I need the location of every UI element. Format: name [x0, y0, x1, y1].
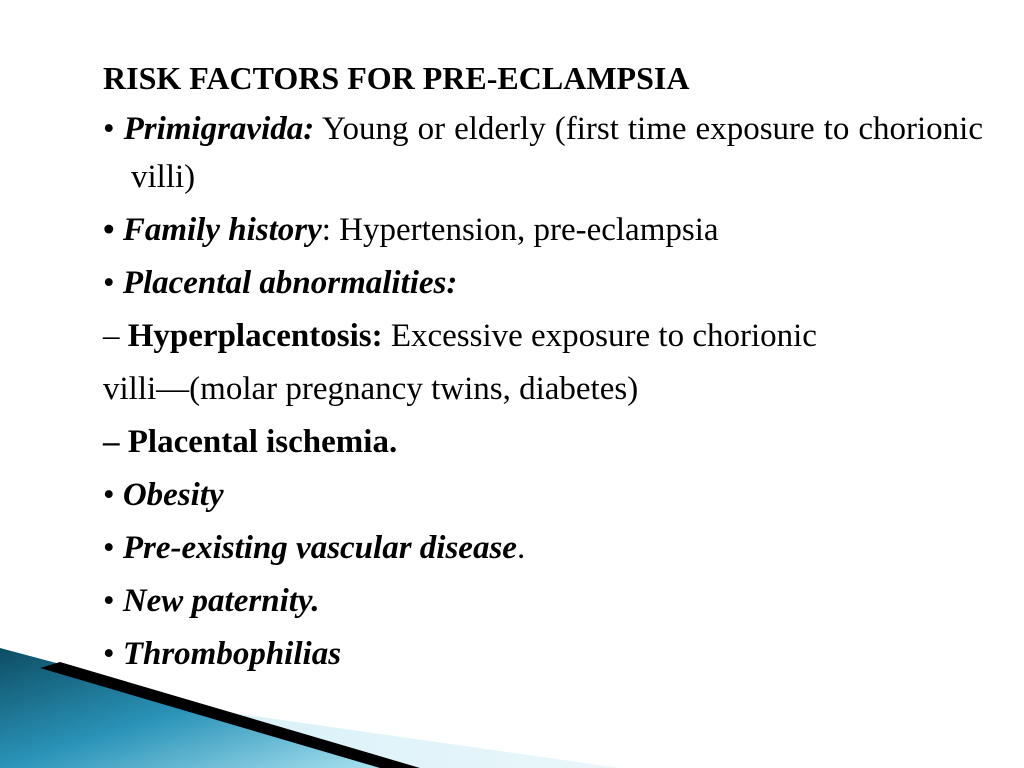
bullet-marker: •	[103, 636, 115, 672]
item-term: Placental abnormalities:	[122, 265, 458, 301]
list-item-placental-abnormalities	[103, 257, 983, 310]
item-text: .	[516, 530, 526, 566]
item-text: : Hypertension, pre-eclampsia	[321, 212, 719, 248]
list-item-thrombophilias	[103, 628, 983, 681]
item-term: Primigravida:	[123, 111, 315, 147]
slide-title: RISK FACTORS FOR PRE-ECLAMPSIA	[103, 60, 690, 96]
list-item-new-paternity	[103, 575, 983, 628]
item-term: Pre-existing vascular disease	[122, 530, 517, 566]
item-term: Obesity	[122, 477, 224, 513]
list-item-obesity	[103, 469, 983, 522]
list-item-continuation	[103, 363, 983, 416]
bullet-marker: •	[103, 530, 115, 566]
dash-marker: –	[103, 318, 120, 354]
slide-content	[103, 52, 983, 681]
item-term: Thrombophilias	[122, 636, 342, 672]
item-term: Hyperplacentosis:	[127, 318, 383, 354]
list-item-hyperplacentosis	[103, 310, 983, 363]
item-term: New paternity.	[122, 583, 320, 619]
bullet-marker: •	[103, 212, 115, 248]
item-text: villi—(molar pregnancy twins, diabetes)	[103, 371, 639, 407]
bullet-marker: •	[103, 111, 115, 147]
list-item-vascular-disease	[103, 522, 983, 575]
item-term: Family history	[122, 212, 322, 248]
bullet-marker: •	[103, 477, 115, 513]
dash-marker: –	[103, 424, 120, 460]
list-item-primigravida	[103, 105, 983, 201]
item-term: Placental ischemia.	[127, 424, 398, 460]
item-text: Young or elderly (first time exposure to chorionic villi)	[131, 111, 983, 195]
list-item-family-history	[103, 204, 983, 257]
list-item-placental-ischemia	[103, 416, 983, 469]
bullet-marker: •	[103, 583, 115, 619]
bullet-marker: •	[103, 265, 115, 301]
item-text: Excessive exposure to chorionic	[382, 318, 817, 354]
